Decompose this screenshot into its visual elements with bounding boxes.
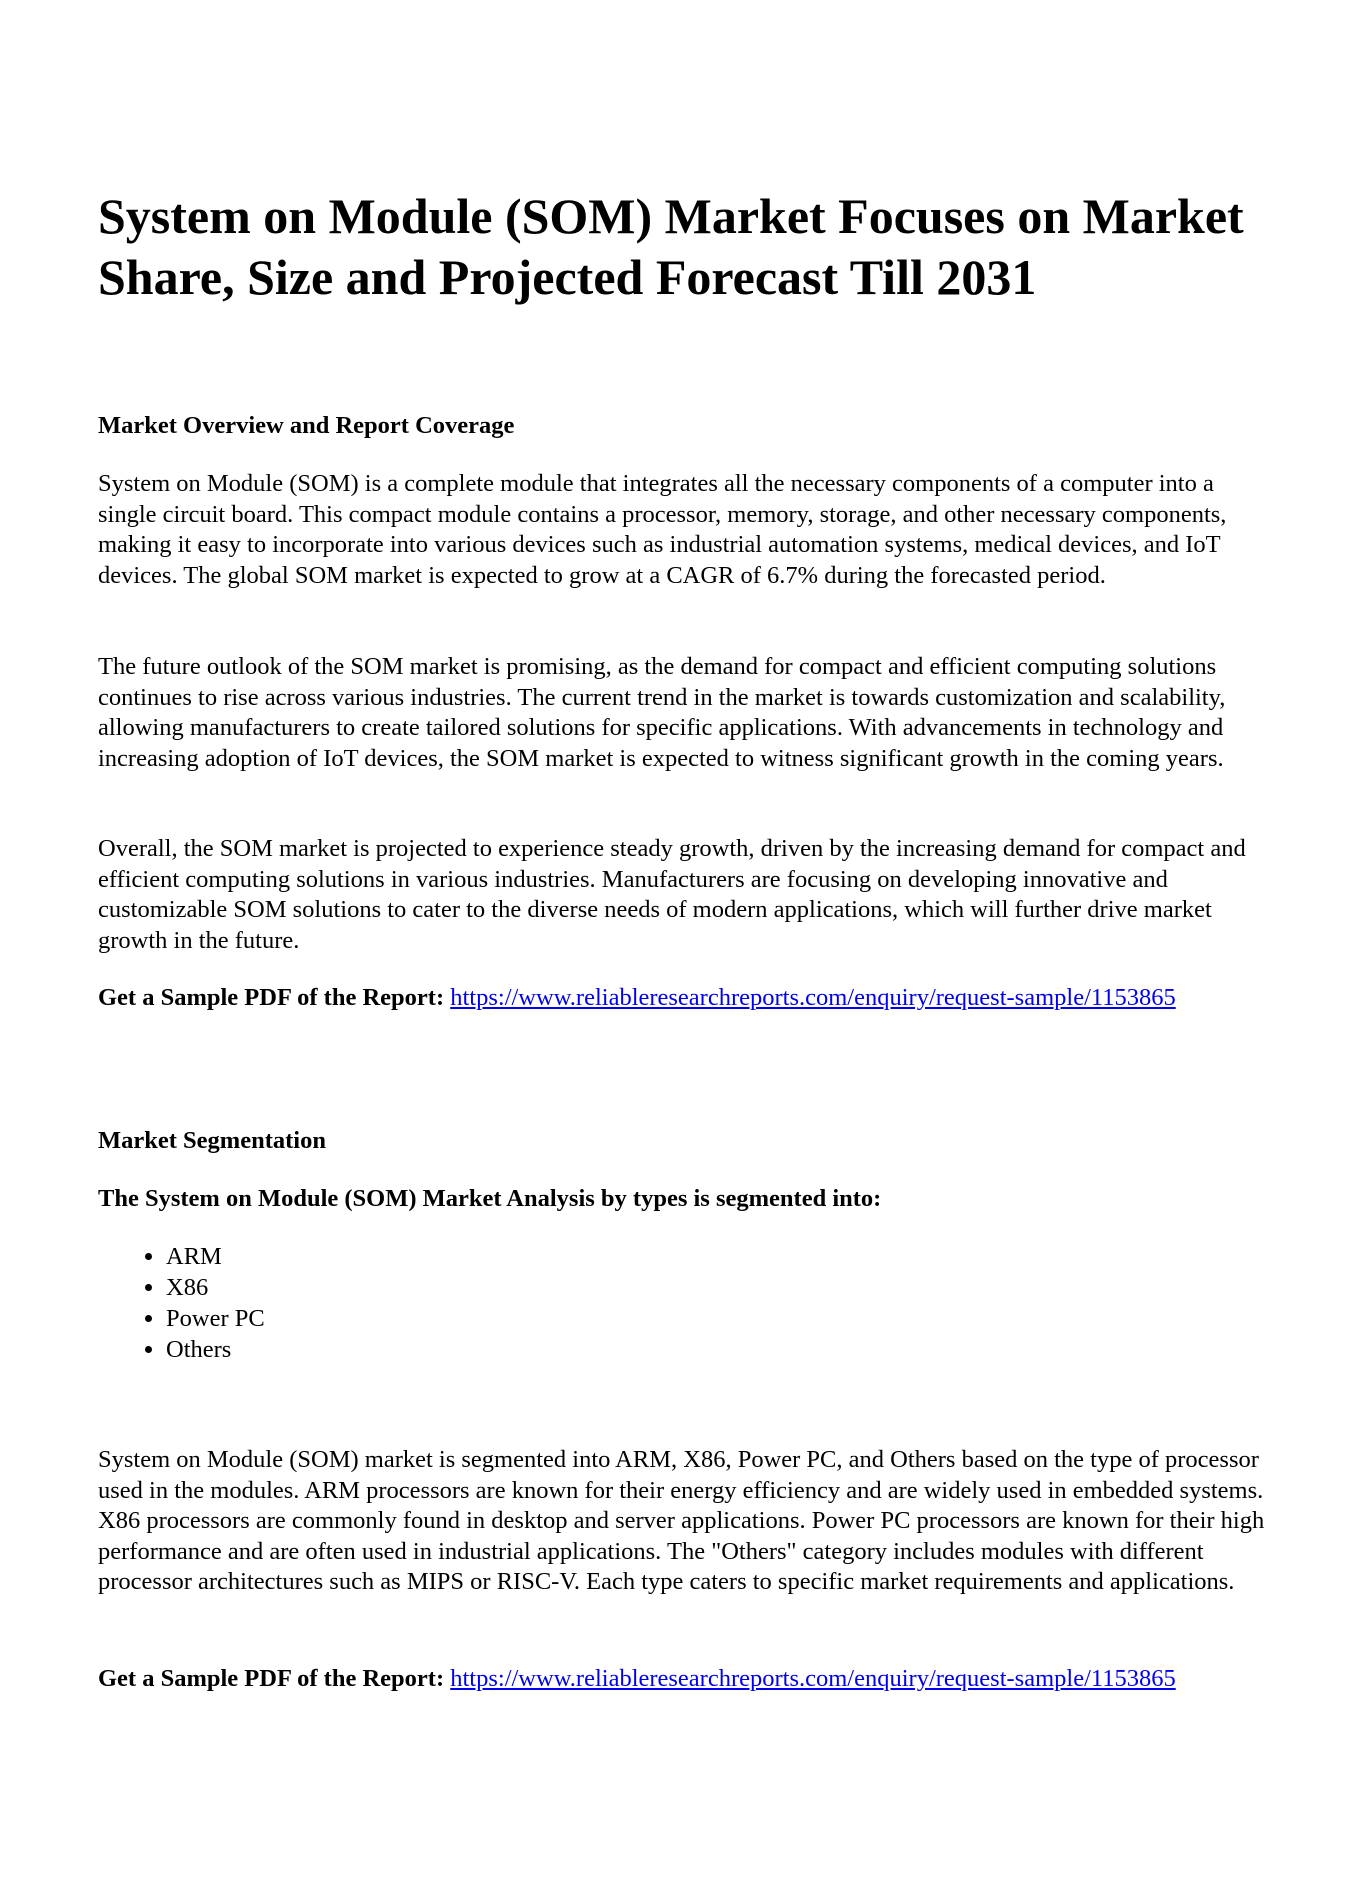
segmentation-heading: Market Segmentation	[98, 1127, 326, 1154]
list-item-x86: • X86	[166, 1272, 265, 1303]
sample-pdf-line-2	[98, 1664, 1268, 1695]
overview-paragraph-1: System on Module (SOM) is a complete module that integrates all the necessary components of a computer into a single circuit board. This compact module contains a processor, memory, storage, and other necessary components, making it easy to incorporate into various devices such as industrial automation systems, medical devices, and IoT devices. The global SOM market is expected to grow at a CAGR of 6.7% during the forecasted period.	[98, 470, 1227, 589]
list-item-power-pc: • Power PC	[166, 1303, 265, 1334]
list-item-others: • Others	[166, 1334, 265, 1365]
page-title: System on Module (SOM) Market Focuses on Market Share, Size and Projected Forecast Till 2031	[98, 188, 1244, 305]
sample-pdf-label: Get a Sample PDF of the Report:	[98, 984, 445, 1011]
list-item-arm: • ARM	[166, 1241, 265, 1272]
types-heading: The System on Module (SOM) Market Analysis by types is segmented into:	[98, 1185, 882, 1212]
overview-heading: Market Overview and Report Coverage	[98, 412, 515, 439]
sample-pdf-label-2: Get a Sample PDF of the Report:	[98, 1665, 445, 1692]
overview-paragraph-3: Overall, the SOM market is projected to experience steady growth, driven by the increasing demand for compact and efficient computing solutions in various industries. Manufacturers are focusing on developing innovative and customizable SOM solutions to cater to the diverse needs of modern applications, which will further drive market growth in the future.	[98, 835, 1246, 954]
types-list	[98, 1241, 265, 1365]
segmentation-paragraph: System on Module (SOM) market is segmented into ARM, X86, Power PC, and Others based on the type of processor used in the modules. ARM processors are known for their energy efficiency and are widely used in embedded systems. X86 processors are commonly found in desktop and server applications. Power PC processors are known for their high performance and are often used in industrial applications. The "Others" category includes modules with different processor architectures such as MIPS or RISC-V. Each type caters to specific market requirements and applications.	[98, 1446, 1265, 1595]
sample-pdf-line-1	[98, 983, 1268, 1014]
sample-pdf-link-2[interactable]: https://www.reliableresearchreports.com/enquiry/request-sample/1153865	[450, 1665, 1176, 1692]
overview-paragraph-2: The future outlook of the SOM market is promising, as the demand for compact and efficient computing solutions continues to rise across various industries. The current trend in the market is towards customization and scalability, allowing manufacturers to create tailored solutions for specific applications. With advancements in technology and increasing adoption of IoT devices, the SOM market is expected to witness significant growth in the coming years.	[98, 653, 1226, 772]
sample-pdf-link[interactable]: https://www.reliableresearchreports.com/enquiry/request-sample/1153865	[450, 984, 1176, 1011]
